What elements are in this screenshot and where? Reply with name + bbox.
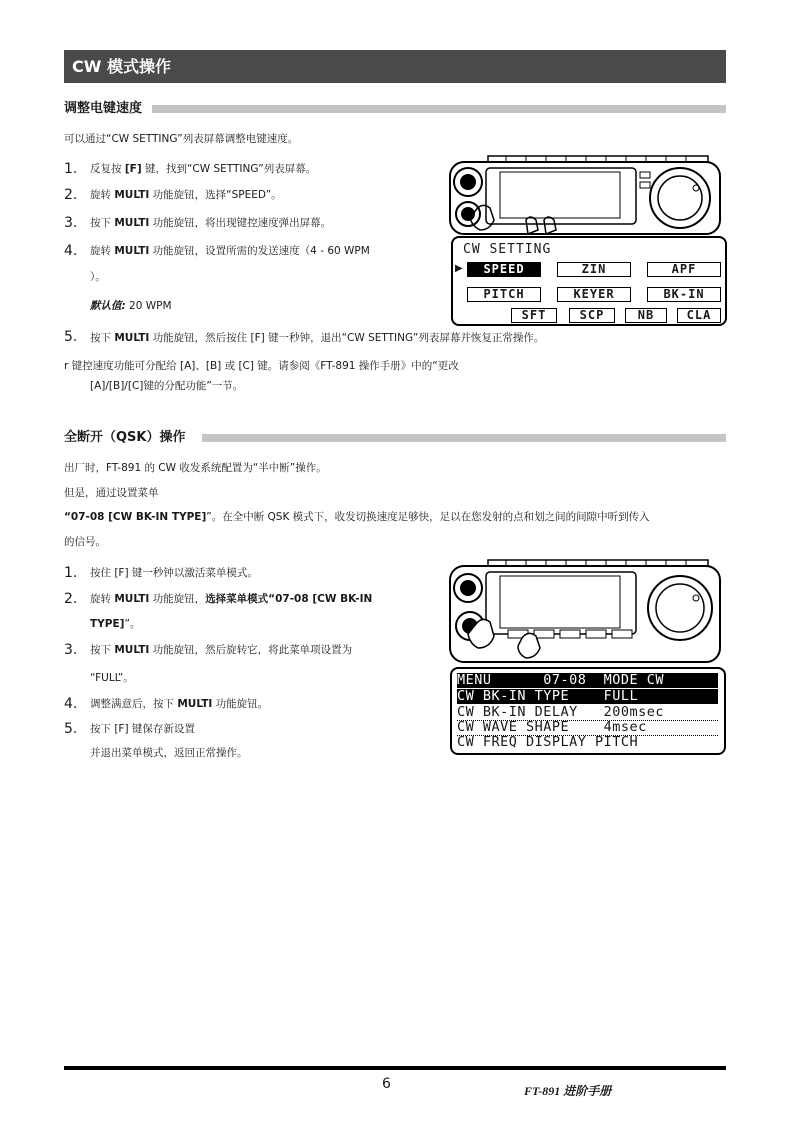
radio-front-panel-illustration-1 [446,154,728,236]
section1-intro: 可以通过“CW SETTING”列表屏幕调整电键速度。 [64,133,299,145]
softkey-apf: APF [647,262,721,277]
lcd-cw-setting-screen [451,236,727,326]
manual-title: FT-891 进阶手册 [524,1084,612,1098]
s1-step5-num: 5. [64,329,78,345]
s1-note-line2: [A]/[B]/[C]键的分配功能”一节。 [90,380,244,392]
lcd-pointer-icon: ▶ [455,263,463,274]
section2-p1: 出厂时，FT-891 的 CW 收发系统配置为“半中断”操作。 [64,462,327,474]
s1-step4-cont: ）。 [90,271,106,283]
s2-step1-text: 按住 [F] 键一秒钟以激活菜单模式。 [90,567,258,579]
radio-front-panel-illustration-2 [446,558,728,664]
lcd-menu-screen [450,667,726,755]
section2-p2: 但是，通过设置菜单 [64,487,159,499]
s2-step5-num: 5. [64,721,78,737]
s2-step3-num: 3. [64,642,78,658]
s2-step5-cont: 并退出菜单模式，返回正常操作。 [90,747,248,759]
lcd-cw-setting-title: CW SETTING [463,242,552,257]
s1-note-line1: r 键控速度功能可分配给 [A]、[B] 或 [C] 键。请参阅《FT-891 操作手册》中的“更改 [64,360,459,372]
section2-heading: 全断开（QSK）操作 [64,430,186,445]
page-number: 6 [382,1076,391,1092]
softkey-pitch: PITCH [467,287,541,302]
softkey-nb: NB [625,308,667,323]
softkey-speed: SPEED [467,262,541,277]
softkey-bk-in: BK-IN [647,287,721,302]
section2-p3: “07-08 [CW BK-IN TYPE]”。在全中断 QSK 模式下，收发切换速度足够快，足以在您发射的点和划之间的间隙中听到传入 [64,511,650,523]
s2-step4-num: 4. [64,696,78,712]
lcd-menu-row-bk-in-delay: CW BK-IN DELAY 200msec [457,705,718,721]
softkey-keyer: KEYER [557,287,631,302]
s1-step3-text: 按下 MULTI 功能旋钮，将出现键控速度弹出屏幕。 [90,217,332,229]
section1-rule [152,105,726,113]
s1-step2-text: 旋转 MULTI 功能旋钮，选择“SPEED”。 [90,189,282,201]
s2-step2-text: 旋转 MULTI 功能旋钮，选择菜单模式“07-08 [CW BK-IN [90,593,373,605]
s1-step4-num: 4. [64,243,78,259]
softkey-sft: SFT [511,308,557,323]
s1-step1-text: 反复按 [F] 键，找到“CW SETTING”列表屏幕。 [90,163,317,175]
s1-step3-num: 3. [64,215,78,231]
section1-heading: 调整电键速度 [64,101,143,116]
section2-rule [202,434,726,442]
s1-default: 默认值: 20 WPM [90,300,172,312]
s1-step5-text: 按下 MULTI 功能旋钮，然后按住 [F] 键一秒钟，退出“CW SETTING”列表屏幕并恢复正常操作。 [90,332,545,344]
lcd-menu-row-freq-display: CW FREQ DISPLAY PITCH [457,734,639,750]
s1-step2-num: 2. [64,187,78,203]
page-title: CW 模式操作 [72,57,171,76]
softkey-cla: CLA [677,308,721,323]
s1-step4-text: 旋转 MULTI 功能旋钮，设置所需的发送速度（4 - 60 WPM [90,245,370,257]
s2-step2-num: 2. [64,591,78,607]
lcd-menu-row-wave-shape: CW WAVE SHAPE 4msec [457,720,718,736]
s1-step1-num: 1. [64,161,78,177]
footer-rule [64,1066,726,1070]
s2-step2-cont: TYPE]”。 [90,618,141,630]
section2-p4: 的信号。 [64,536,106,548]
s2-step1-num: 1. [64,565,78,581]
s2-step3-text: 按下 MULTI 功能旋钮，然后旋转它，将此菜单项设置为 [90,644,353,656]
lcd-menu-row-bk-in-type: CW BK-IN TYPE FULL [457,689,718,704]
s2-step5-text: 按下 [F] 键保存新设置 [90,723,195,735]
softkey-scp: SCP [569,308,615,323]
lcd-menu-header-row: MENU 07-08 MODE CW [457,673,718,688]
s2-step4-text: 调整满意后，按下 MULTI 功能旋钮。 [90,698,269,710]
s2-step3-cont: “FULL”。 [90,672,134,684]
softkey-zin: ZIN [557,262,631,277]
